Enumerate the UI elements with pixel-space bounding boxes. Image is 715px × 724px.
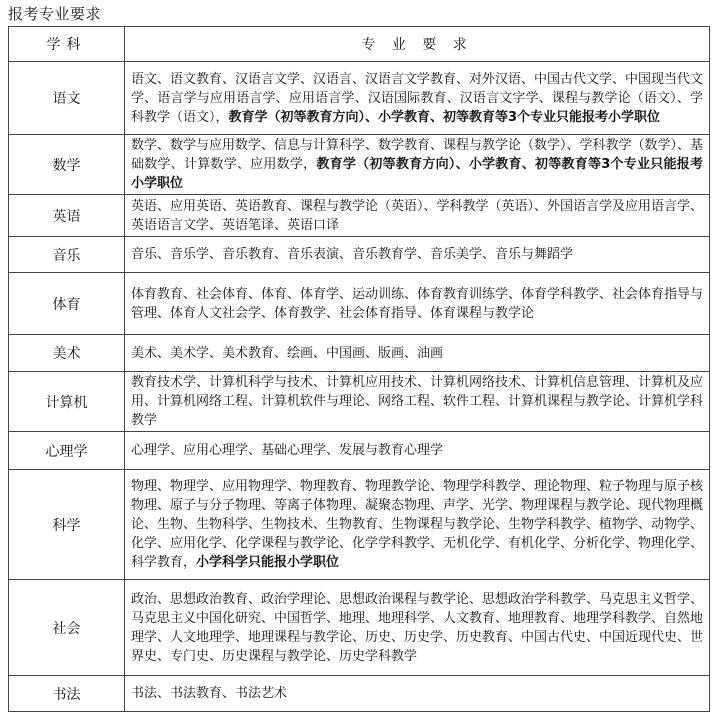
subject-cell: 心理学 [9, 432, 125, 470]
requirement-text: 物理、物理学、应用物理学、物理教育、物理教学论、物理学科教学、理论物理、粒子物理与原子核物理、原子与分子物理、等离子体物理、凝聚态物理、声学、光学、物理课程与教学论、现代物理概论、生物、生物科学、生物技术、生物教育、生物课程与教学论、生物学科教学、植物学、动物学、化学、应用化学、化学课程与教学论、化学学科教学、无机化学、有机化学、分析化学、物理化学、科学教育， [131, 479, 704, 570]
subject-cell: 科学 [9, 470, 125, 580]
subject-cell: 计算机 [9, 372, 125, 432]
table-row [9, 335, 710, 372]
requirement-cell [125, 335, 710, 372]
requirement-cell [125, 676, 710, 712]
requirement-cell [125, 273, 710, 335]
requirement-cell [125, 580, 710, 676]
requirement-text: 英语、应用英语、英语教育、课程与教学论（英语）、学科教学（英语）、外国语言学及应用语言学、英语语言文学、英语笔译、英语口译 [131, 198, 704, 233]
requirement-text: 数学、数学与应用数学、信息与计算科学、数学教育、课程与教学论（数学）、学科教学（数学）、基础数学、计算数学、应用数学， [131, 138, 704, 172]
table-row [9, 580, 710, 676]
requirement-cell [125, 135, 710, 195]
table-row [9, 432, 710, 470]
requirement-cell [125, 237, 710, 273]
subject-cell: 音乐 [9, 237, 125, 273]
subject-cell: 数学 [9, 135, 125, 195]
table-row [9, 273, 710, 335]
table-row [9, 237, 710, 273]
column-header-requirements: 专 业 要 求 [125, 27, 710, 62]
requirement-text: 教育技术学、计算机科学与技术、计算机应用技术、计算机网络技术、计算机信息管理、计算机及应用、计算机网络工程、计算机软件与理论、网络工程、软件工程、计算机课程与教学论、计算机学科教学 [131, 375, 704, 428]
table-row [9, 135, 710, 195]
requirement-text: 心理学、应用心理学、基础心理学、发展与教育心理学 [131, 443, 444, 458]
table-row [9, 372, 710, 432]
table-row [9, 195, 710, 237]
requirement-note: 教育学（初等教育方向）、小学教育、初等教育等3个专业只能报考小学职位 [228, 109, 661, 125]
requirement-note: 教育学（初等教育方向）、小学教育、初等教育等3个专业只能报考小学职位 [131, 157, 703, 191]
table-row [9, 470, 710, 580]
requirement-cell [125, 470, 710, 580]
requirement-cell [125, 62, 710, 135]
requirement-text: 政治、思想政治教育、政治学理论、思想政治课程与教学论、思想政治学科教学、马克思主义哲学、马克思主义中国化研究、中国哲学、地理、地理科学、人文教育、地理教育、地理学科教学、自然地理学、人文地理学、地理课程与教学论、历史、历史学、历史教育、中国古代史、中国近现代史、世界史、专门史、历史课程与教学论、历史学科教学 [131, 591, 704, 664]
requirement-cell [125, 372, 710, 432]
subject-cell: 语文 [9, 62, 125, 135]
subject-cell: 社会 [9, 580, 125, 676]
requirement-text: 音乐、音乐学、音乐教育、音乐表演、音乐教育学、音乐美学、音乐与舞蹈学 [131, 247, 574, 262]
requirement-text: 体育教育、社会体育、体育、体育学、运动训练、体育教育训练学、体育学科教学、社会体育指导与管理、体育人文社会学、体育教学、社会体育指导、体育课程与教学论 [131, 286, 704, 321]
table-header-row [9, 27, 710, 62]
page-title: 报考专业要求 [8, 5, 102, 23]
requirement-text: 书法、书法教育、书法艺术 [131, 686, 288, 701]
subject-cell: 书法 [9, 676, 125, 712]
table-row [9, 676, 710, 712]
requirement-cell [125, 195, 710, 237]
requirement-text: 语文、语文教育、汉语言文学、汉语言、汉语言文学教育、对外汉语、中国古代文学、中国现当代文学、语言学与应用语言学、应用语言学、汉语国际教育、汉语言文字学、课程与教学论（语文）、学科教学（语文）， [131, 71, 704, 125]
requirements-table [8, 26, 710, 712]
requirement-cell [125, 432, 710, 470]
requirement-note: 小学科学只能报小学职位 [196, 555, 340, 570]
requirement-text: 美术、美术学、美术教育、绘画、中国画、版画、油画 [131, 345, 444, 361]
subject-cell: 英语 [9, 195, 125, 237]
table-row [9, 62, 710, 135]
column-header-subject: 学科 [9, 27, 125, 62]
subject-cell: 美术 [9, 335, 125, 372]
subject-cell: 体育 [9, 273, 125, 335]
